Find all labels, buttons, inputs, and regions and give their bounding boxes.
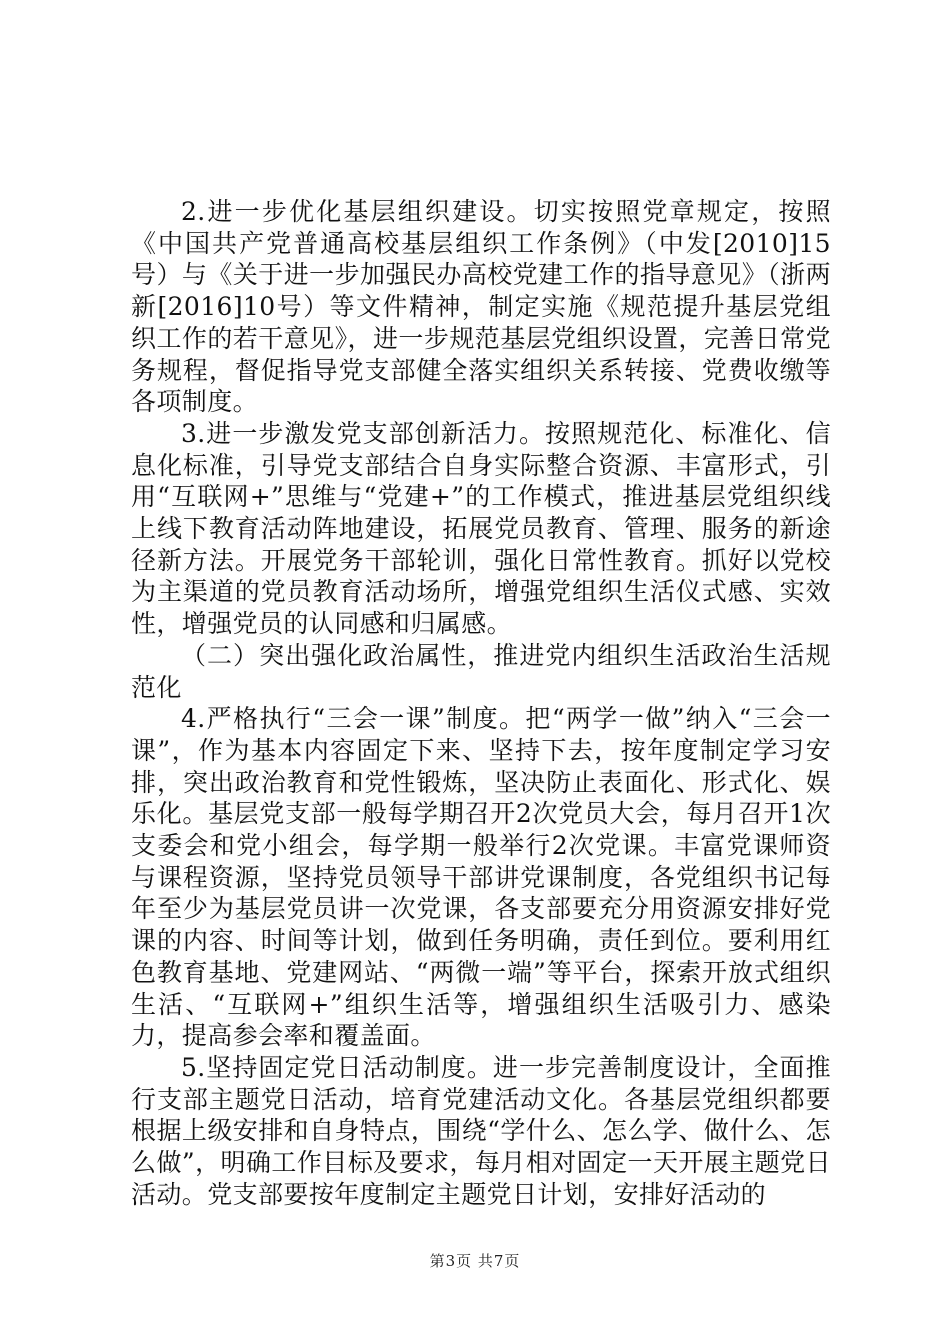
paragraph-item-3: 3.进一步激发党支部创新活力。按照规范化、标准化、信息化标准，引导党支部结合自身实际整合资源、丰富形式，引用“互联网+”思维与“党建+”的工作模式，推进基层党组织线上线下教育活动阵地建设，拓展党员教育、管理、服务的新途径新方法。开展党务干部轮训，强化日常性教育。抓好以党校为主渠道的党员教育活动场所，增强党组织生活仪式感、实效性，增强党员的认同感和归属感。 [131,418,831,639]
document-body [131,196,831,1211]
page-footer: 第3页 共7页 [429,1252,521,1270]
paragraph-item-4: 4.严格执行“三会一课”制度。把“两学一做”纳入“三会一课”，作为基本内容固定下来、坚持下去，按年度制定学习安排，突出政治教育和党性锻炼，坚决防止表面化、形式化、娱乐化。基层党支部一般每学期召开2次党员大会，每月召开1次支委会和党小组会，每学期一般举行2次党课。丰富党课师资与课程资源，坚持党员领导干部讲党课制度，各党组织书记每年至少为基层党员讲一次党课，各支部要充分用资源安排好党课的内容、时间等计划，做到任务明确，责任到位。要利用红色教育基地、党建网站、“两微一端”等平台，探索开放式组织生活、“互联网+”组织生活等，增强组织生活吸引力、感染力，提高参会率和覆盖面。 [131,704,831,1051]
paragraph-item-2: 2.进一步优化基层组织建设。切实按照党章规定，按照《中国共产党普通高校基层组织工作条例》（中发[2010]15号）与《关于进一步加强民办高校党建工作的指导意见》（浙两新[2016]10号）等文件精神，制定实施《规范提升基层党组织工作的若干意见》，进一步规范基层党组织设置，完善日常党务规程，督促指导党支部健全落实组织关系转接、党费收缴等各项制度。 [131,197,831,417]
paragraph-item-5: 5.坚持固定党日活动制度。进一步完善制度设计，全面推行支部主题党日活动，培育党建活动文化。各基层党组织都要根据上级安排和自身特点，围绕“学什么、怎么学、做什么、怎么做”，明确工作目标及要求，每月相对固定一天开展主题党日活动。党支部要按年度制定主题党日计划，安排好活动的 [131,1052,831,1209]
section-heading-2: （二）突出强化政治属性，推进党内组织生活政治生活规范化 [131,640,831,702]
